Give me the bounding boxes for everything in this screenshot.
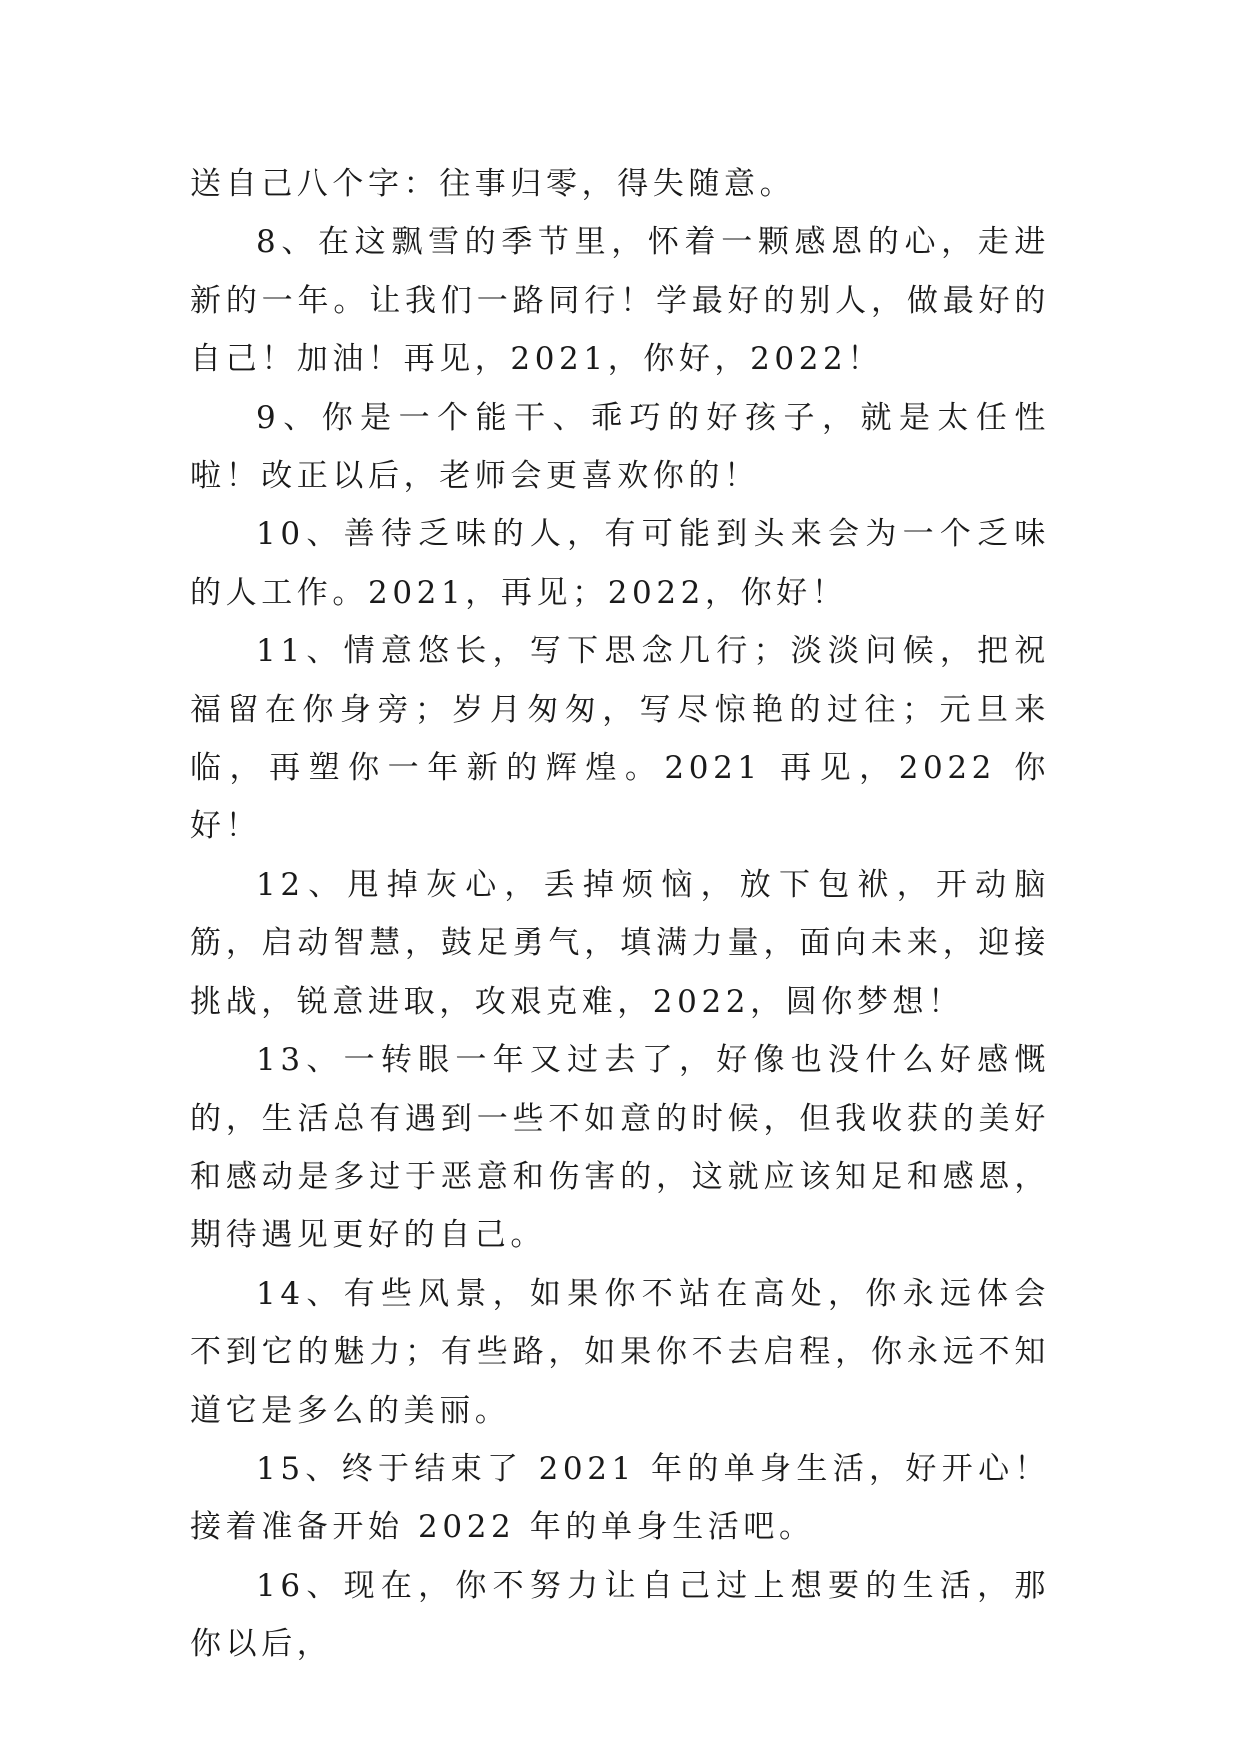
document-body (190, 155, 1050, 1674)
paragraph-item-9: 9、你是一个能干、乖巧的好孩子，就是太任性啦！改正以后，老师会更喜欢你的！ (190, 399, 1050, 495)
paragraph-intro: 送自己八个字：往事归零，得失随意。 (190, 166, 796, 202)
paragraph-item-15: 15、终于结束了 2021 年的单身生活，好开心！接着准备开始 2022 年的单身生活吧。 (190, 1450, 1050, 1546)
paragraph-item-10: 10、善待乏味的人，有可能到头来会为一个乏味的人工作。2021，再见；2022，你好！ (190, 516, 1050, 611)
paragraph-item-11: 11、情意悠长，写下思念几行；淡淡问候，把祝福留在你身旁；岁月匆匆，写尽惊艳的过往；元旦来临，再塑你一年新的辉煌。2021 再见，2022 你好！ (190, 633, 1050, 845)
paragraph-item-13: 13、一转眼一年又过去了，好像也没什么好感慨的，生活总有遇到一些不如意的时候，但我收获的美好和感动是多过于恶意和伤害的，这就应该知足和感恩，期待遇见更好的自己。 (190, 1042, 1050, 1254)
paragraph-item-16: 16、现在，你不努力让自己过上想要的生活，那你以后， (190, 1567, 1050, 1663)
paragraph-item-14: 14、有些风景，如果你不站在高处，你永远体会不到它的魅力；有些路，如果你不去启程，你永远不知道它是多么的美丽。 (190, 1275, 1050, 1429)
paragraph-item-12: 12、甩掉灰心，丢掉烦恼，放下包袱，开动脑筋，启动智慧，鼓足勇气，填满力量，面向未来，迎接挑战，锐意进取，攻艰克难，2022，圆你梦想！ (190, 866, 1050, 1020)
paragraph-item-8: 8、在这飘雪的季节里，怀着一颗感恩的心，走进新的一年。让我们一路同行！学最好的别人，做最好的自己！加油！再见，2021，你好，2022！ (190, 224, 1050, 378)
